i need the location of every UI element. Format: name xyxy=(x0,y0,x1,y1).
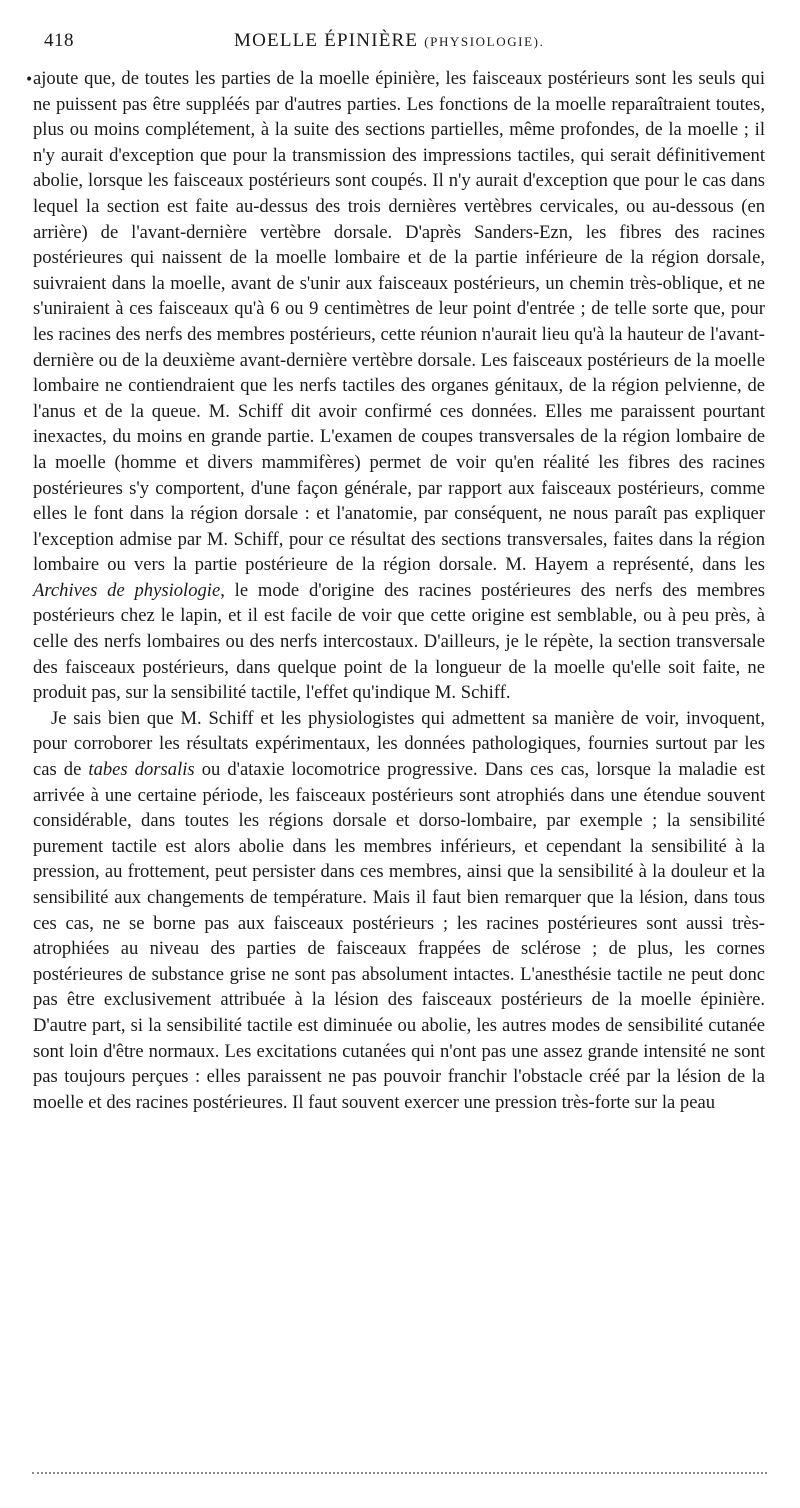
page-number: 418 xyxy=(44,30,74,51)
paragraph-1-text-b: , le mode d'origine des racines postérieures des nerfs des membres postérieurs chez le lapin, et il est facile de voir que cette origine est semblable, ou à peu près, à celle des nerfs lombaires ou des nerfs intercostaux. D'ailleurs, je le répète, la section transversale des faisceaux postérieurs, dans quelque point de la longueur de la moelle qu'elle soit faite, ne produit pas, sur la sensibilité tactile, l'effet qu'indique M. Schiff. xyxy=(33,579,765,704)
paragraph-2-text-b: ou d'ataxie locomotrice progressive. Dans ces cas, lorsque la maladie est arrivée à une certaine période, les faisceaux postérieurs sont atrophiés dans une étendue souvent considérable, dans toutes les régions dorsale et dorso-lombaire, par exemple ; la sensibilité purement tactile est alors abolie dans les membres inférieurs, et cependant la sensibilité à la pression, au frottement, peut persister dans ces membres, ainsi que la sensibilité à la douleur et la sensibilité aux changements de température. Mais il faut bien remarquer que la lésion, dans tous ces cas, ne se borne pas aux faisceaux postérieurs ; les racines postérieures sont aussi très-atrophiées au niveau des parties de faisceaux frappées de sclérose ; de plus, les cornes postérieures de substance grise ne sont pas absolument intactes. L'anesthésie tactile ne peut donc pas être exclusivement attribuée à la lésion des faisceaux postérieurs de la moelle épinière. D'autre part, si la sensibilité tactile est diminuée ou abolie, les autres modes de sensibilité cutanée sont loin d'être normaux. Les excitations cutanées qui n'ont pas une assez grande intensité ne sont pas toujours perçues : elles paraissent ne pas pouvoir franchir l'obstacle créé par la lésion de la moelle et des racines postérieures. Il faut souvent exercer une pression très-forte sur la peau xyxy=(33,759,766,1113)
disease-term-italic: tabes dorsalis xyxy=(88,759,195,781)
running-header xyxy=(44,30,764,60)
margin-mark: • xyxy=(25,72,34,88)
running-title-main: MOELLE ÉPINIÈRE xyxy=(234,30,419,51)
paragraph-1 xyxy=(33,66,765,706)
journal-title-italic: Archives de physiologie xyxy=(33,579,221,601)
paragraph-2-text-a: Je sais bien que M. Schiff et les physiologistes qui admettent sa manière de voir, invoquent, pour corroborer les résultats expérimentaux, les données pathologiques, fournies surtout par les cas de xyxy=(33,707,765,781)
paragraph-2 xyxy=(33,706,765,1116)
running-title-sub: (PHYSIOLOGIE). xyxy=(424,34,545,49)
footer-dotted-rule xyxy=(32,1472,767,1474)
body-text xyxy=(33,66,765,1115)
paragraph-1-text-a: ajoute que, de toutes les parties de la moelle épinière, les faisceaux postérieurs sont les seuls qui ne puissent pas être suppléés par d'autres parties. Les fonctions de la moelle reparaîtraient toutes, plus ou moins complétement, à la suite des sections partielles, même profondes, de la moelle ; il n'y aurait d'exception que pour la transmission des impressions tactiles, qui serait définitivement abolie, lorsque les faisceaux postérieurs sont coupés. Il n'y aurait d'exception que pour le cas dans lequel la section est faite au-dessus des trois dernières vertèbres cervicales, ou au-dessous (en arrière) de l'avant-dernière vertèbre dorsale. D'après Sanders-Ezn, les fibres des racines postérieures qui naissent de la moelle lombaire et de la partie inférieure de la région dorsale, suivraient dans la moelle, avant de s'unir aux faisceaux postérieurs, un chemin très-oblique, et ne s'uniraient à ces faisceaux qu'à 6 ou 9 centimètres de leur point d'entrée ; de telle sorte que, pour les racines des nerfs des membres postérieurs, cette réunion n'aurait lieu qu'à la hauteur de l'avant-dernière ou de la deuxième avant-dernière vertèbre dorsale. Les faisceaux postérieurs de la moelle lombaire ne contiendraient que les nerfs tactiles des organes génitaux, de la région pelvienne, de l'anus et de la queue. M. Schiff dit avoir confirmé ces données. Elles me paraissent pourtant inexactes, du moins en grande partie. L'examen de coupes transversales de la région lombaire de la moelle (homme et divers mammifères) permet de voir qu'en réalité les fibres des racines postérieures s'y comportent, d'une façon générale, par rapport aux faisceaux postérieurs, comme elles le font dans la région dorsale : et l'anatomie, par conséquent, ne nous paraît pas expliquer l'exception admise par M. Schiff, pour ce résultat des sections transversales, faites dans la région lombaire ou vers la partie postérieure de la région dorsale. M. Hayem a représenté, dans les xyxy=(33,68,765,576)
running-title xyxy=(234,30,544,52)
